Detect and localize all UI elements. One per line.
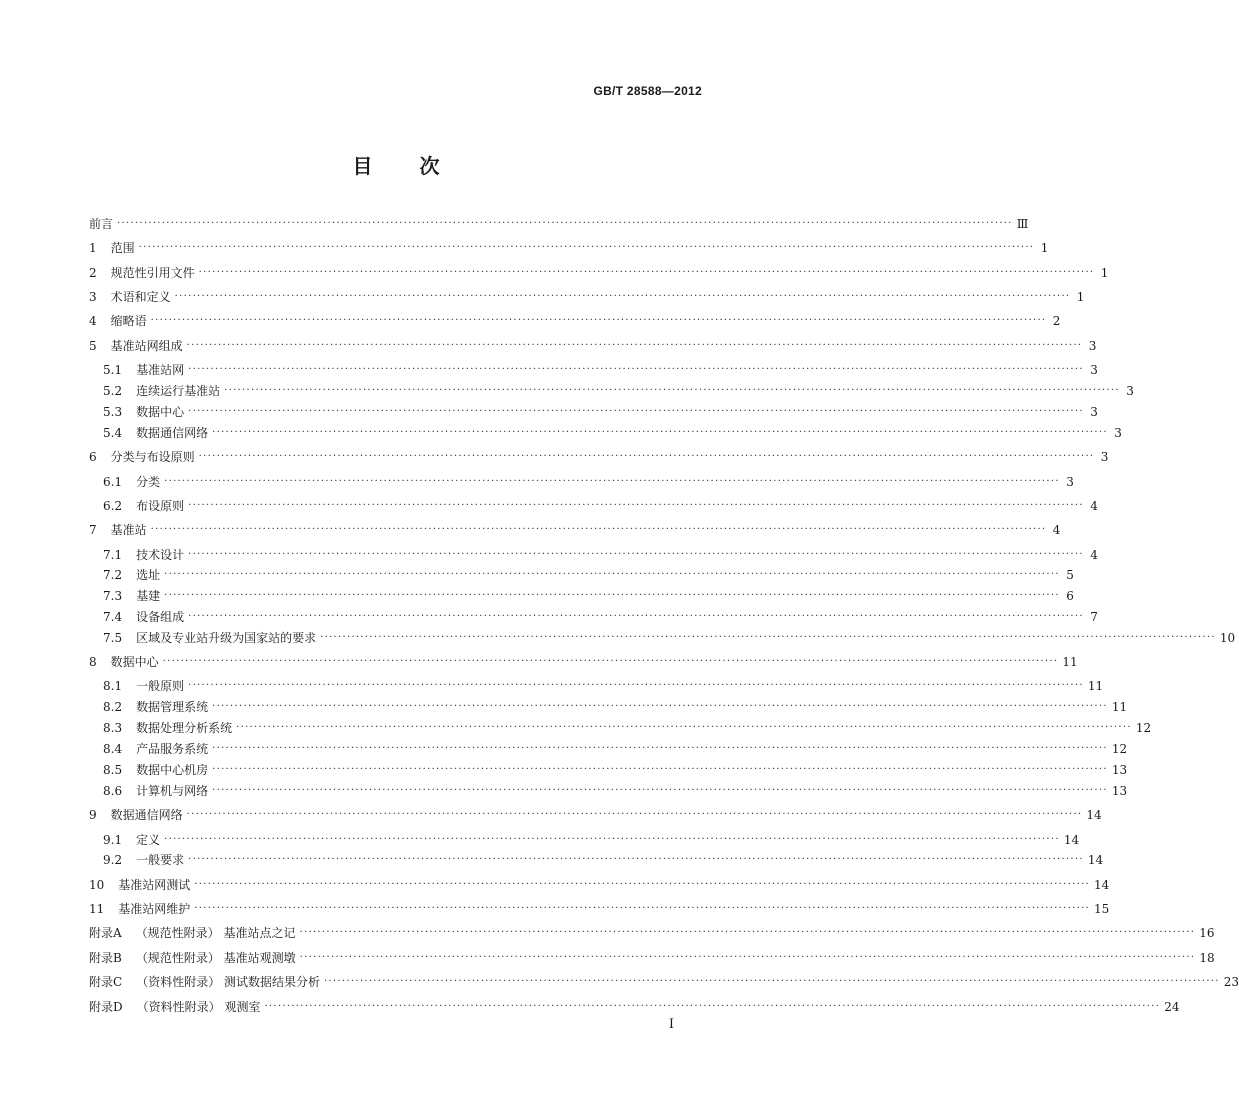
- toc-entry-number: 9: [89, 808, 97, 822]
- toc-entry-number: 8.3: [103, 721, 123, 735]
- toc-entry-page: 1: [1040, 241, 1049, 255]
- toc-entry[interactable]: [89, 948, 1215, 968]
- toc-entry-page: 14: [1087, 853, 1104, 867]
- toc-leader-dots: ········································································································································································································: [236, 722, 1132, 733]
- toc-entry-page: 3: [1126, 384, 1134, 398]
- toc-entry-title: （规范性附录） 基准站点之记: [135, 926, 296, 940]
- toc-entry[interactable]: [103, 381, 1134, 401]
- toc-entry-number: 5.2: [103, 384, 123, 398]
- toc-leader-dots: ········································································································································································································: [164, 590, 1060, 601]
- toc-entry-page: 14: [1094, 878, 1110, 892]
- toc-entry-number: 附录B: [89, 951, 122, 965]
- toc-leader-dots: ········································································································································································································: [188, 680, 1084, 691]
- toc-entry-page: Ⅲ: [1016, 217, 1029, 231]
- toc-entry-page: 15: [1094, 902, 1110, 916]
- toc-entry-title: 基准站网维护: [118, 902, 191, 916]
- toc-entry-title: 数据通信网络: [136, 426, 209, 440]
- toc-entry-number: 6.1: [103, 475, 123, 489]
- toc-entry-title: 技术设计: [136, 548, 185, 562]
- toc-entry-number: 11: [89, 902, 105, 916]
- toc-entry-number: 8.5: [103, 763, 123, 777]
- toc-leader-dots: ········································································································································································································: [212, 743, 1108, 754]
- toc-entry-title: 一般要求: [136, 853, 185, 867]
- toc-entry-title: 基准站网: [136, 363, 185, 377]
- toc-entry[interactable]: [89, 520, 1061, 540]
- toc-entry-page: 3: [1114, 426, 1122, 440]
- toc-entry-page: 6: [1066, 589, 1074, 603]
- toc-entry-title: 分类: [136, 475, 161, 489]
- page-title: 目 次: [352, 154, 440, 178]
- toc-leader-dots: ········································································································································································································: [212, 764, 1108, 775]
- toc-leader-dots: ········································································································································································································: [194, 903, 1091, 914]
- toc-entry[interactable]: [103, 760, 1128, 780]
- toc-entry-page: 11: [1087, 679, 1104, 693]
- toc-leader-dots: ········································································································································································································: [198, 267, 1095, 278]
- toc-leader-dots: ········································································································································································································: [188, 500, 1084, 511]
- toc-entry[interactable]: [89, 263, 1109, 283]
- toc-entry-title: 数据通信网络: [110, 808, 183, 822]
- toc-entry[interactable]: [103, 830, 1080, 850]
- toc-entry-number: 3: [89, 290, 97, 304]
- toc-entry-number: 5.1: [103, 363, 123, 377]
- toc-entry-number: 8.2: [103, 700, 123, 714]
- toc-entry-number: 7.4: [103, 610, 123, 624]
- toc-entry-page: 13: [1111, 763, 1128, 777]
- toc-entry-number: 2: [89, 266, 97, 280]
- toc-leader-dots: ········································································································································································································: [188, 611, 1084, 622]
- toc-entry-title: 规范性引用文件: [110, 266, 195, 280]
- toc-entry[interactable]: [89, 923, 1215, 943]
- toc-entry-title: 基建: [136, 589, 161, 603]
- toc-entry[interactable]: [103, 850, 1104, 870]
- toc-leader-dots: ········································································································································································································: [186, 809, 1083, 820]
- toc-entry-title: 术语和定义: [110, 290, 171, 304]
- toc-leader-dots: ········································································································································································································: [188, 364, 1084, 375]
- toc-entry[interactable]: [103, 402, 1098, 422]
- toc-entry-page: 3: [1066, 475, 1074, 489]
- toc-entry-page: 14: [1063, 833, 1080, 847]
- toc-entry[interactable]: [103, 607, 1098, 627]
- toc-entry-number: 附录C: [89, 975, 123, 989]
- toc-leader-dots: ········································································································································································································: [264, 1001, 1161, 1012]
- toc-entry-page: 12: [1111, 742, 1128, 756]
- toc-entry-title: 数据管理系统: [136, 700, 209, 714]
- toc-entry-title: 区域及专业站升级为国家站的要求: [136, 631, 317, 645]
- toc-leader-dots: ········································································································································································································: [188, 549, 1084, 560]
- toc-entry-title: 数据中心: [136, 405, 185, 419]
- toc-leader-dots: ········································································································································································································: [194, 879, 1091, 890]
- toc-entry[interactable]: [89, 899, 1110, 919]
- toc-entry-title: 基准站网测试: [118, 878, 191, 892]
- toc-leader-dots: ········································································································································································································: [164, 834, 1060, 845]
- toc-entry[interactable]: [103, 697, 1128, 717]
- toc-entry[interactable]: [89, 238, 1049, 258]
- toc-entry-title: 选址: [136, 568, 161, 582]
- toc-entry-page: 5: [1066, 568, 1074, 582]
- toc-entry-number: 5.4: [103, 426, 123, 440]
- toc-leader-dots: ········································································································································································································: [198, 451, 1095, 462]
- toc-entry-page: 12: [1135, 721, 1152, 735]
- standard-code: GB/T 28588—2012: [593, 84, 702, 98]
- toc-leader-dots: ········································································································································································································: [164, 476, 1060, 487]
- toc-entry-title: （资料性附录） 观测室: [136, 1000, 261, 1014]
- toc-entry[interactable]: [89, 214, 1029, 234]
- toc-entry-page: 1: [1100, 266, 1109, 280]
- toc-entry-number: 附录D: [89, 1000, 123, 1014]
- toc-entry-page: 3: [1088, 339, 1097, 353]
- toc-entry-page: 4: [1090, 548, 1098, 562]
- toc-entry-number: 7.1: [103, 548, 123, 562]
- toc-entry[interactable]: [103, 586, 1074, 606]
- toc-entry-number: 8.4: [103, 742, 123, 756]
- toc-entry-title: 数据处理分析系统: [136, 721, 233, 735]
- toc-entry-title: 设备组成: [136, 610, 185, 624]
- toc-entry-page: 2: [1052, 314, 1061, 328]
- toc-entry-page: 3: [1090, 363, 1098, 377]
- toc-entry-title: 分类与布设原则: [110, 450, 195, 464]
- toc-entry-page: 4: [1090, 499, 1098, 513]
- toc-leader-dots: ········································································································································································································: [212, 701, 1108, 712]
- toc-entry-title: 前言: [89, 217, 114, 231]
- toc-entry-number: 7.2: [103, 568, 123, 582]
- toc-entry-title: 连续运行基准站: [136, 384, 221, 398]
- toc-entry-title: 产品服务系统: [136, 742, 209, 756]
- toc-entry[interactable]: [89, 997, 1180, 1017]
- toc-entry-page: 3: [1100, 450, 1109, 464]
- toc-entry-title: 计算机与网络: [136, 784, 209, 798]
- toc-entry-number: 5: [89, 339, 97, 353]
- toc-entry[interactable]: [89, 311, 1061, 331]
- toc-entry-number: 5.3: [103, 405, 123, 419]
- toc-leader-dots: ········································································································································································································: [224, 385, 1120, 396]
- toc-entry-title: 基准站: [110, 523, 147, 537]
- toc-entry-number: 8: [89, 655, 97, 669]
- toc-entry[interactable]: [89, 652, 1078, 672]
- toc-entry-page: 11: [1062, 655, 1078, 669]
- toc-entry-title: 范围: [110, 241, 135, 255]
- toc-leader-dots: ········································································································································································································: [150, 315, 1047, 326]
- toc-leader-dots: ········································································································································································································: [150, 524, 1047, 535]
- toc-entry[interactable]: [103, 545, 1098, 565]
- toc-leader-dots: ········································································································································································································: [138, 242, 1035, 253]
- toc-entry[interactable]: [103, 565, 1074, 585]
- toc-entry-number: 7.3: [103, 589, 123, 603]
- toc-entry-page: 7: [1090, 610, 1098, 624]
- toc-entry-page: 3: [1090, 405, 1098, 419]
- toc-entry-page: 4: [1052, 523, 1061, 537]
- toc-entry[interactable]: [89, 875, 1110, 895]
- toc-entry-page: 18: [1199, 951, 1215, 965]
- toc-entry-page: 13: [1111, 784, 1128, 798]
- toc-leader-dots: ········································································································································································································: [162, 656, 1059, 667]
- toc-entry[interactable]: [89, 972, 1239, 992]
- toc-entry[interactable]: [103, 496, 1098, 516]
- toc-entry[interactable]: [103, 676, 1104, 696]
- toc-leader-dots: ········································································································································································································: [320, 632, 1216, 643]
- toc-entry-number: 8.6: [103, 784, 123, 798]
- toc-entry-number: 4: [89, 314, 97, 328]
- toc-entry-number: 7.5: [103, 631, 123, 645]
- toc-leader-dots: ········································································································································································································: [324, 976, 1220, 987]
- toc-entry[interactable]: [103, 472, 1074, 492]
- toc-entry-title: 数据中心机房: [136, 763, 209, 777]
- toc-entry[interactable]: [103, 781, 1128, 801]
- toc-entry-number: 附录A: [89, 926, 122, 940]
- toc-entry[interactable]: [103, 360, 1098, 380]
- toc-leader-dots: ········································································································································································································: [164, 569, 1060, 580]
- toc-entry-title: 基准站网组成: [110, 339, 183, 353]
- toc-entry-number: 9.2: [103, 853, 123, 867]
- toc-entry[interactable]: [89, 805, 1102, 825]
- toc-entry[interactable]: [89, 447, 1109, 467]
- toc-entry-title: 定义: [136, 833, 161, 847]
- toc-entry-page: 11: [1111, 700, 1128, 714]
- toc-entry-number: 9.1: [103, 833, 123, 847]
- toc-entry-title: 数据中心: [110, 655, 159, 669]
- toc-entry-number: 6: [89, 450, 97, 464]
- toc-entry-page: 1: [1076, 290, 1085, 304]
- toc-leader-dots: ········································································································································································································: [212, 427, 1108, 438]
- toc-entry[interactable]: [103, 628, 1236, 648]
- toc-entry-number: 7: [89, 523, 97, 537]
- toc-leader-dots: ········································································································································································································: [188, 406, 1084, 417]
- toc-entry[interactable]: [103, 739, 1128, 759]
- toc-entry-number: 10: [89, 878, 105, 892]
- page-number: I: [668, 1017, 674, 1032]
- toc-leader-dots: ········································································································································································································: [299, 927, 1196, 938]
- toc-leader-dots: ········································································································································································································: [299, 952, 1196, 963]
- toc-entry-page: 10: [1219, 631, 1236, 645]
- toc-entry-title: （资料性附录） 测试数据结果分析: [136, 975, 321, 989]
- toc-entry-title: （规范性附录） 基准站观测墩: [135, 951, 296, 965]
- toc-entry[interactable]: [103, 718, 1152, 738]
- toc-leader-dots: ········································································································································································································: [186, 340, 1083, 351]
- toc-entry-title: 布设原则: [136, 499, 185, 513]
- toc-entry-number: 8.1: [103, 679, 123, 693]
- toc-entry-title: 一般原则: [136, 679, 185, 693]
- toc-leader-dots: ········································································································································································································: [117, 218, 1013, 229]
- toc-entry[interactable]: [103, 423, 1122, 443]
- toc-entry-title: 缩略语: [110, 314, 147, 328]
- toc-leader-dots: ········································································································································································································: [212, 785, 1108, 796]
- toc-entry-number: 6.2: [103, 499, 123, 513]
- toc-entry[interactable]: [89, 336, 1097, 356]
- toc-entry-page: 24: [1164, 1000, 1180, 1014]
- toc-leader-dots: ········································································································································································································: [188, 854, 1084, 865]
- toc-entry-page: 14: [1086, 808, 1102, 822]
- toc-entry[interactable]: [89, 287, 1085, 307]
- toc-entry-number: 1: [89, 241, 97, 255]
- toc-leader-dots: ········································································································································································································: [174, 291, 1071, 302]
- toc-entry-page: 16: [1199, 926, 1215, 940]
- toc-entry-page: 23: [1223, 975, 1239, 989]
